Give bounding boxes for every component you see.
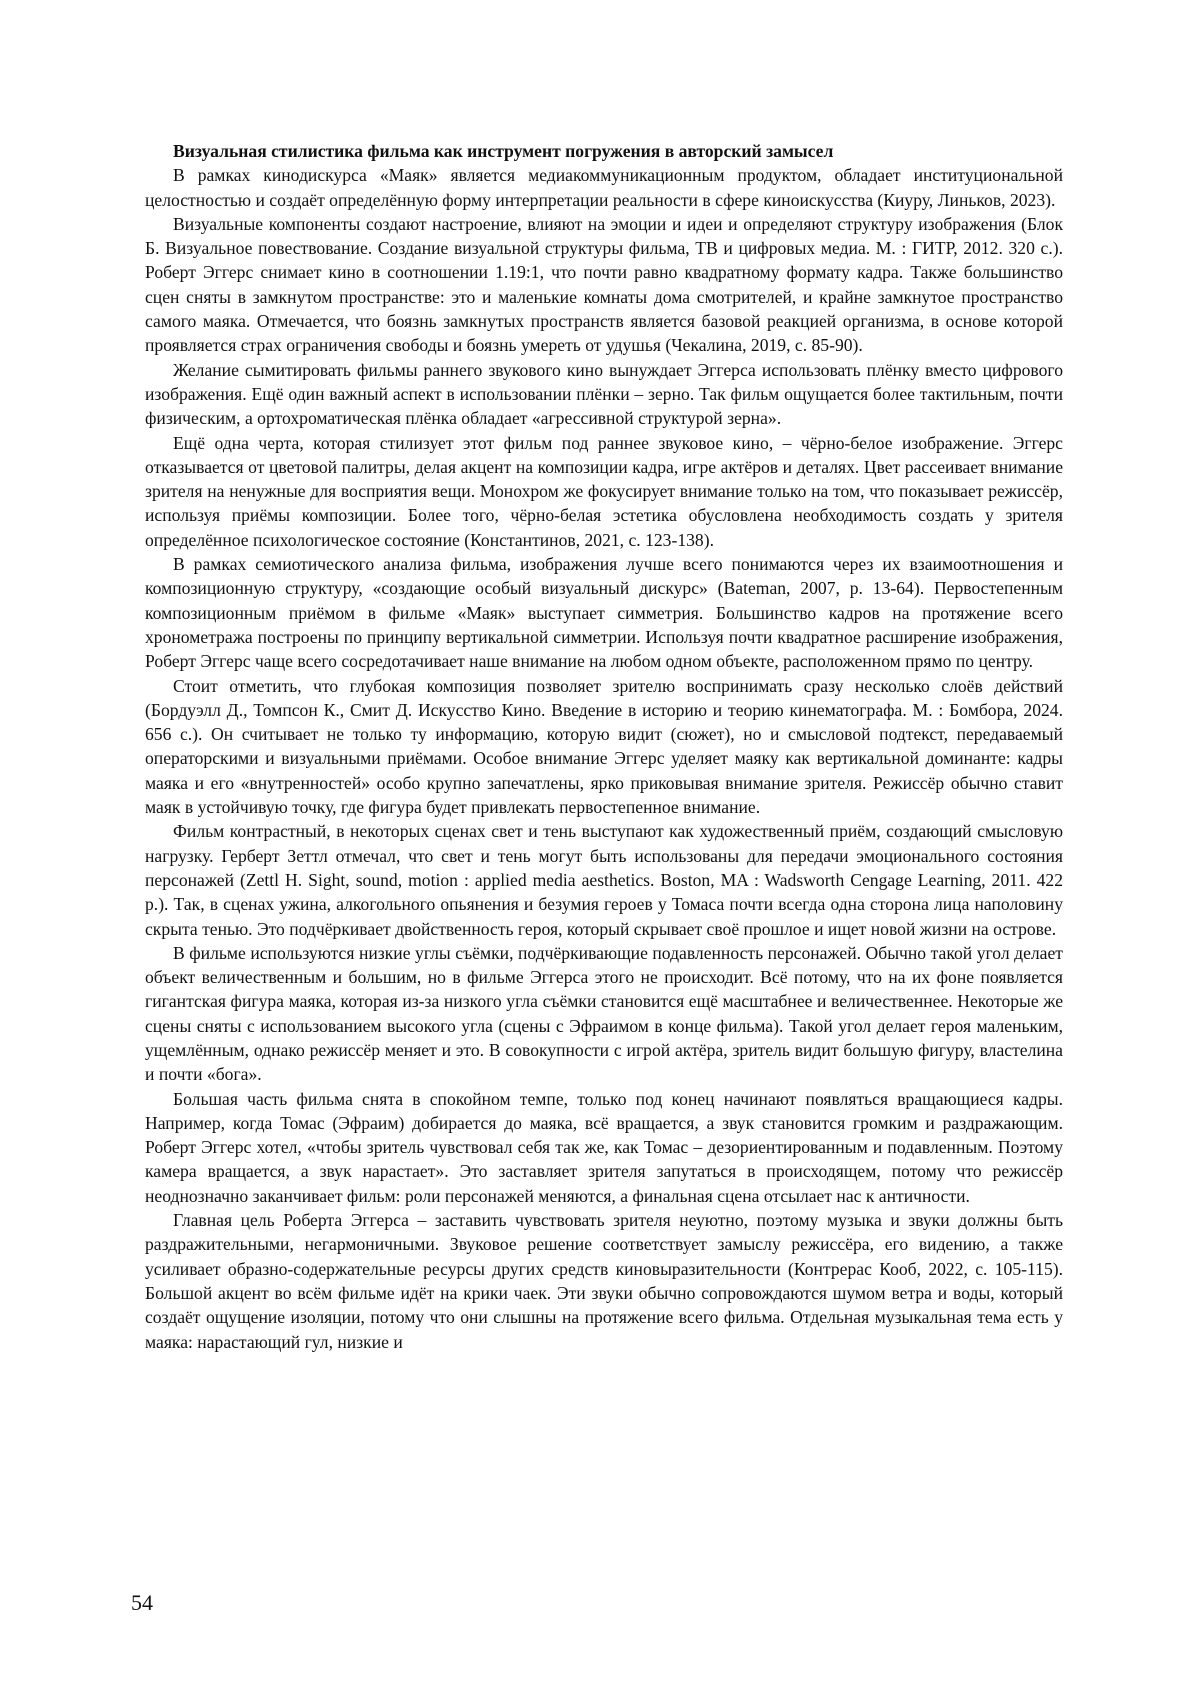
section-heading: Визуальная стилистика фильма как инструмент погружения в авторский замысел (173, 141, 834, 161)
paragraph-6: Стоит отметить, что глубокая композиция позволяет зрителю воспринимать сразу несколько слоёв действий (Бордуэлл Д., Томпсон К., Смит Д. Искусство Кино. Введение в историю и теорию кинематографа. М. : Бомбора, 2024. 656 с.). Он считывает не только ту информацию, которую видит (сюжет), но и смысловой подтекст, передаваемый операторскими и визуальными приёмами. Особое внимание Эггерс уделяет маяку как вертикальной доминанте: кадры маяка и его «внутренностей» особо крупно запечатлены, ярко приковывая внимание зрителя. Режиссёр обычно ставит маяк в устойчивую точку, где фигура будет привлекать первостепенное внимание. (145, 675, 1063, 818)
paragraph-10: Главная цель Роберта Эггерса – заставить чувствовать зрителя неуютно, поэтому музыка и звуки должны быть раздражительными, негармоничными. Звуковое решение соответствует замыслу режиссёра, его видению, а также усиливает образно-содержательные ресурсы других средств киновыразительности (Контрерас Кооб, 2022, с. 105-115). Большой акцент во всём фильме идёт на крики чаек. Эти звуки обычно сопровождаются шумом ветра и воды, который создаёт ощущение изоляции, потому что они слышны на протяжение всего фильма. Отдельная музыкальная тема есть у маяка: нарастающий гул, низкие и (145, 1210, 1063, 1352)
paragraph-3: Желание сымитировать фильмы раннего звукового кино вынуждает Эггерса использовать плёнку вместо цифрового изображения. Ещё один важный аспект в использовании плёнки – зерно. Так фильм ощущается более тактильным, почти физическим, а ортохроматическая плёнка обладает «агрессивной структурой зерна». (145, 359, 1063, 429)
page-content (145, 139, 1063, 1354)
page-number: 54 (131, 1590, 153, 1615)
paragraph-4: Ещё одна черта, которая стилизует этот фильм под раннее звуковое кино, – чёрно-белое изображение. Эггерс отказывается от цветовой палитры, делая акцент на композиции кадра, игре актёров и деталях. Цвет рассеивает внимание зрителя на ненужные для восприятия вещи. Монохром же фокусирует внимание только на том, что показывает режиссёр, используя приёмы композиции. Более того, чёрно-белая эстетика обусловлена необходимость создать у зрителя определённое психологическое состояние (Константинов, 2021, с. 123-138). (145, 432, 1063, 550)
paragraph-7: Фильм контрастный, в некоторых сценах свет и тень выступают как художественный приём, создающий смысловую нагрузку. Герберт Зеттл отмечал, что свет и тень могут быть использованы для передачи эмоционального состояния персонажей (Zettl H. Sight, sound, motion : applied media aesthetics. Boston, MA : Wadsworth Cengage Learning, 2011. 422 p.). Так, в сценах ужина, алкогольного опьянения и безумия героев у Томаса почти всегда одна сторона лица наполовину скрыта тенью. Это подчёркивает двойственность героя, который скрывает своё прошлое и ищет новой жизни на острове. (145, 821, 1063, 939)
paragraph-9: Большая часть фильма снята в спокойном темпе, только под конец начинают появляться вращающиеся кадры. Например, когда Томас (Эфраим) добирается до маяка, всё вращается, а звук становится громким и раздражающим. Роберт Эггерс хотел, «чтобы зритель чувствовал себя так же, как Томас – дезориентированным и подавленным. Поэтому камера вращается, а звук нарастает». Это заставляет зрителя запутаться в происходящем, потому что режиссёр неоднозначно заканчивает фильм: роли персонажей меняются, а финальная сцена отсылает нас к античности. (145, 1088, 1063, 1206)
paragraph-8: В фильме используются низкие углы съёмки, подчёркивающие подавленность персонажей. Обычно такой угол делает объект величественным и большим, но в фильме Эггерса этого не происходит. Всё потому, что на их фоне появляется гигантская фигура маяка, которая из-за низкого угла съёмки становится ещё масштабнее и величественнее. Некоторые же сцены сняты с использованием высокого угла (сцены с Эфраимом в конце фильма). Такой угол делает героя маленьким, ущемлённым, однако режиссёр меняет и это. В совокупности с игрой актёра, зритель видит большую фигуру, властелина и почти «бога». (145, 942, 1063, 1085)
paragraph-1: В рамках кинодискурса «Маяк» является медиакоммуникационным продуктом, обладает институциональной целостностью и создаёт определённую форму интерпретации реальности в сфере киноискусства (Киуру, Линьков, 2023). (145, 165, 1063, 210)
paragraph-2: Визуальные компоненты создают настроение, влияют на эмоции и идеи и определяют структуру изображения (Блок Б. Визуальное повествование. Создание визуальной структуры фильма, ТВ и цифровых медиа. М. : ГИТР, 2012. 320 с.). Роберт Эггерс снимает кино в соотношении 1.19:1, что почти равно квадратному формату кадра. Также большинство сцен сняты в замкнутом пространстве: это и маленькие комнаты дома смотрителей, и крайне замкнутое пространство самого маяка. Отмечается, что боязнь замкнутых пространств является базовой реакцией организма, в основе которой проявляется страх ограничения свободы и боязнь умереть от удушья (Чекалина, 2019, с. 85-90). (145, 213, 1063, 356)
paragraph-5: В рамках семиотического анализа фильма, изображения лучше всего понимаются через их взаимоотношения и композиционную структуру, «создающие особый визуальный дискурс» (Bateman, 2007, p. 13-64). Первостепенным композиционным приёмом в фильме «Маяк» выступает симметрия. Большинство кадров на протяжение всего хронометража построены по принципу вертикальной симметрии. Используя почти квадратное расширение изображения, Роберт Эггерс чаще всего сосредотачивает наше внимание на любом одном объекте, расположенном прямо по центру. (145, 554, 1063, 672)
